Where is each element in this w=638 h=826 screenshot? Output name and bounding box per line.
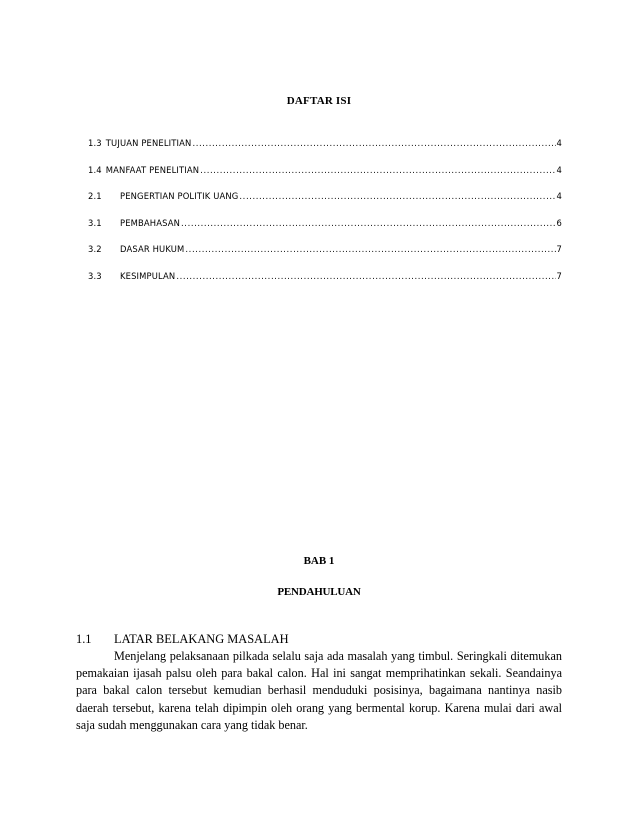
chapter-label: BAB 1 [303, 555, 335, 567]
toc-entry-page: 4 [556, 138, 562, 148]
body-paragraph: Menjelang pelaksanaan pilkada selalu saja ada masalah yang timbul. Seringkali ditemukan pemakaian ijasah palsu oleh para bakal calon. Hal ini sangat memprihatinkan sekali. Seandainya para bakal calon tersebut kemudian berhasil menduduki posisinya, bagaimana nantinya nasib daerah tersebut, karena telah dipimpin oleh orang yang bermental korup. Karena mulai dari awal saja sudah menggunakan cara yang tidak benar. [76, 649, 562, 732]
toc-dot-leader [239, 191, 555, 201]
toc-entry-label: MANFAAT PENELITIAN [105, 164, 200, 175]
toc-entry-number: 1.4 [88, 164, 102, 175]
toc-title: DAFTAR ISI [286, 95, 352, 107]
toc-entry-page: 4 [556, 191, 562, 202]
toc-entry-label: PEMBAHASAN [120, 217, 181, 228]
toc-entry[interactable] [88, 271, 562, 298]
toc-entry-number: 3.1 [88, 217, 102, 228]
toc-entry-number: 3.2 [88, 244, 102, 255]
section-number: 1.1 [76, 632, 92, 646]
toc-entry-number: 3.3 [88, 270, 102, 281]
toc-entry[interactable] [88, 191, 562, 218]
toc-entry[interactable] [88, 244, 562, 271]
toc-entry-number: 2.1 [88, 191, 102, 202]
toc-entry[interactable] [88, 165, 562, 192]
toc-entry-number: 1.3 [88, 138, 102, 148]
toc-entry-label: TUJUAN PENELITIAN [105, 138, 192, 148]
toc-dot-leader [185, 244, 555, 254]
table-of-contents [88, 138, 562, 298]
section-heading [76, 632, 289, 647]
toc-entry-page: 7 [556, 244, 562, 255]
toc-entry[interactable] [88, 138, 562, 165]
toc-entry-label: KESIMPULAN [120, 270, 176, 281]
toc-entry-page: 4 [556, 164, 562, 175]
toc-dot-leader [181, 218, 555, 228]
section-title: LATAR BELAKANG MASALAH [114, 632, 289, 646]
toc-dot-leader [192, 138, 555, 148]
toc-entry[interactable] [88, 218, 562, 245]
toc-dot-leader [176, 271, 555, 281]
toc-entry-page: 7 [556, 270, 562, 281]
chapter-title: PENDAHULUAN [277, 586, 361, 598]
toc-entry-page: 6 [556, 217, 562, 228]
toc-entry-label: PENGERTIAN POLITIK UANG [120, 191, 239, 202]
toc-entry-label: DASAR HUKUM [120, 244, 185, 255]
toc-dot-leader [200, 165, 555, 175]
